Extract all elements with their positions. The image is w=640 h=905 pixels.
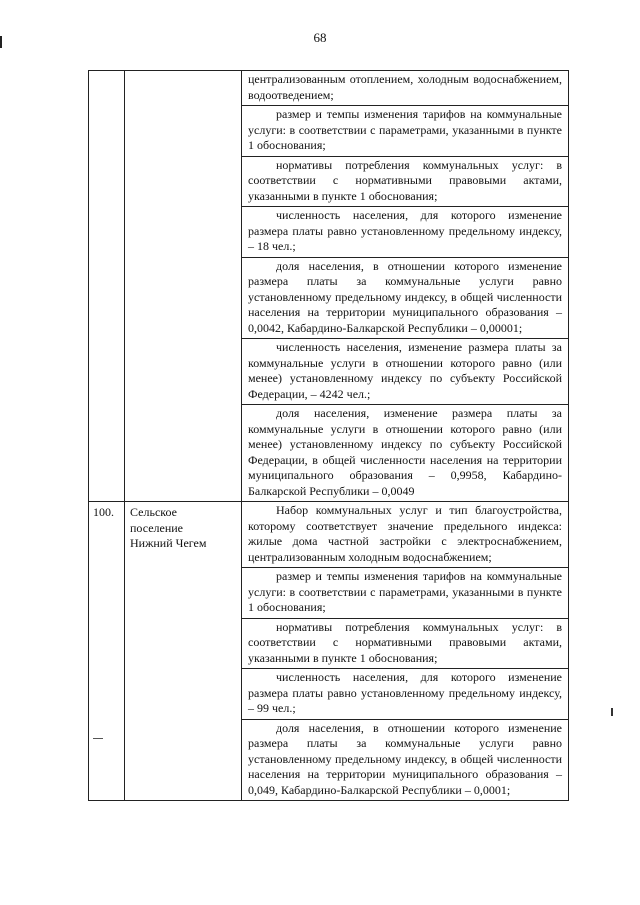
row-number: 100. [89, 502, 125, 801]
row-number [89, 71, 125, 502]
municipality-name-line: поселение [130, 520, 184, 535]
description-paragraph: доля населения, в отношении которого изменение размера платы за коммунальные услуги равно установленному предельному индексу, в общей численности населения на территории муниципального образования – 0,049, Кабардино-Балкарской Республики – 0,0001; [242, 719, 568, 801]
document-table [88, 70, 569, 801]
description-paragraph: нормативы потребления коммунальных услуг: в соответствии с нормативными правовыми актами, указанными в пункте 1 обоснования; [242, 618, 568, 669]
municipality-name [125, 502, 242, 801]
description-paragraph: численность населения, для которого изменение размера платы равно установленному предельному индексу, – 99 чел.; [242, 668, 568, 719]
municipality-name [125, 71, 242, 502]
scan-stray-dash [93, 738, 103, 739]
table-row [89, 71, 569, 502]
table-row [89, 502, 569, 801]
municipality-name-line: Сельское [130, 505, 177, 519]
description-cell [242, 502, 569, 801]
description-paragraph: численность населения, для которого изменение размера платы равно установленному предельному индексу, – 18 чел.; [242, 206, 568, 257]
scan-stray-mark [611, 708, 613, 716]
page-number: 68 [313, 30, 327, 45]
description-paragraph: размер и темпы изменения тарифов на коммунальные услуги: в соответствии с параметрами, указанными в пункте 1 обоснования; [242, 567, 568, 618]
description-paragraph: Набор коммунальных услуг и тип благоустройства, которому соответствует значение предельного индекса: жилые дома частной застройки с электроснабжением, централизованным холодным водоснабжением; [248, 503, 562, 564]
description-paragraph: централизованным отоплением, холодным водоснабжением, водоотведением; [248, 72, 562, 102]
municipality-name-line: Нижний Чегем [130, 536, 207, 550]
description-paragraph: размер и темпы изменения тарифов на коммунальные услуги: в соответствии с параметрами, указанными в пункте 1 обоснования; [242, 105, 568, 156]
description-paragraph: нормативы потребления коммунальных услуг: в соответствии с нормативными правовыми актами, указанными в пункте 1 обоснования; [242, 156, 568, 207]
description-cell [242, 71, 569, 502]
description-paragraph: доля населения, изменение размера платы за коммунальные услуги в отношении которого равно (или менее) установленному индексу по субъекту Российской Федерации, в общей численности населения на территории муниципального образования – 0,9958, Кабардино-Балкарской Республики – 0,0049 [242, 404, 568, 501]
description-paragraph: доля населения, в отношении которого изменение размера платы за коммунальные услуги равно установленному предельному индексу, в общей численности населения на территории муниципального образования – 0,0042, Кабардино-Балкарской Республики – 0,00001; [242, 257, 568, 339]
document-table-body [89, 71, 569, 801]
description-paragraph: численность населения, изменение размера платы за коммунальные услуги в отношении которого равно (или менее) установленному индексу по субъекту Российской Федерации, – 4242 чел.; [242, 338, 568, 404]
